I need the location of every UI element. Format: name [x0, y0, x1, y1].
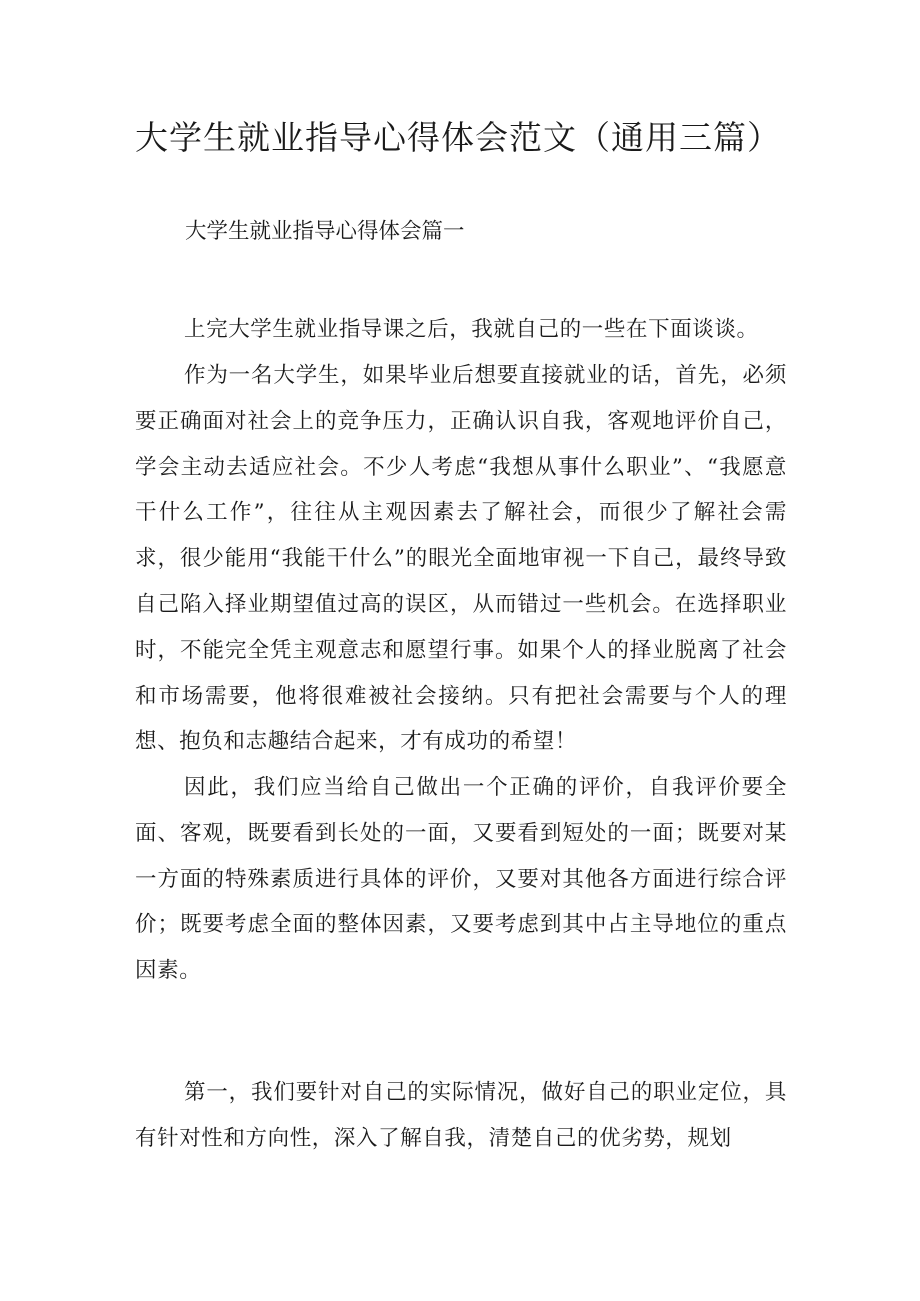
section-heading: 大学生就业指导心得体会篇一	[185, 219, 465, 244]
paragraph-intro: 上完大学生就业指导课之后，我就自己的一些在下面谈谈。	[184, 317, 759, 342]
paragraph-career-positioning: 第一，我们要针对自己的实际情况，做好自己的职业定位，具有针对性和方向性，深入了解自我，清楚自己的优劣势，规划	[135, 1080, 787, 1151]
paragraph-competition: 作为一名大学生，如果毕业后想要直接就业的话，首先，必须要正确面对社会上的竞争压力，正确认识自我，客观地评价自己，学会主动去适应社会。不少人考虑“我想从事什么职业”、“我愿意干什么工作”，往往从主观因素去了解社会，而很少了解社会需求，很少能用“我能干什么”的眼光全面地审视一下自己，最终导致自己陷入择业期望值过高的误区，从而错过一些机会。在选择职业时，不能完全凭主观意志和愿望行事。如果个人的择业脱离了社会和市场需要，他将很难被社会接纳。只有把社会需要与个人的理想、抱负和志趣结合起来，才有成功的希望！	[135, 363, 787, 755]
document-title: 大学生就业指导心得体会范文（通用三篇）	[135, 118, 781, 157]
paragraph-self-evaluation: 因此，我们应当给自己做出一个正确的评价，自我评价要全面、客观，既要看到长处的一面，又要看到短处的一面；既要对某一方面的特殊素质进行具体的评价，又要对其他各方面进行综合评价；既要考虑全面的整体因素，又要考虑到其中占主导地位的重点因素。	[135, 775, 787, 984]
